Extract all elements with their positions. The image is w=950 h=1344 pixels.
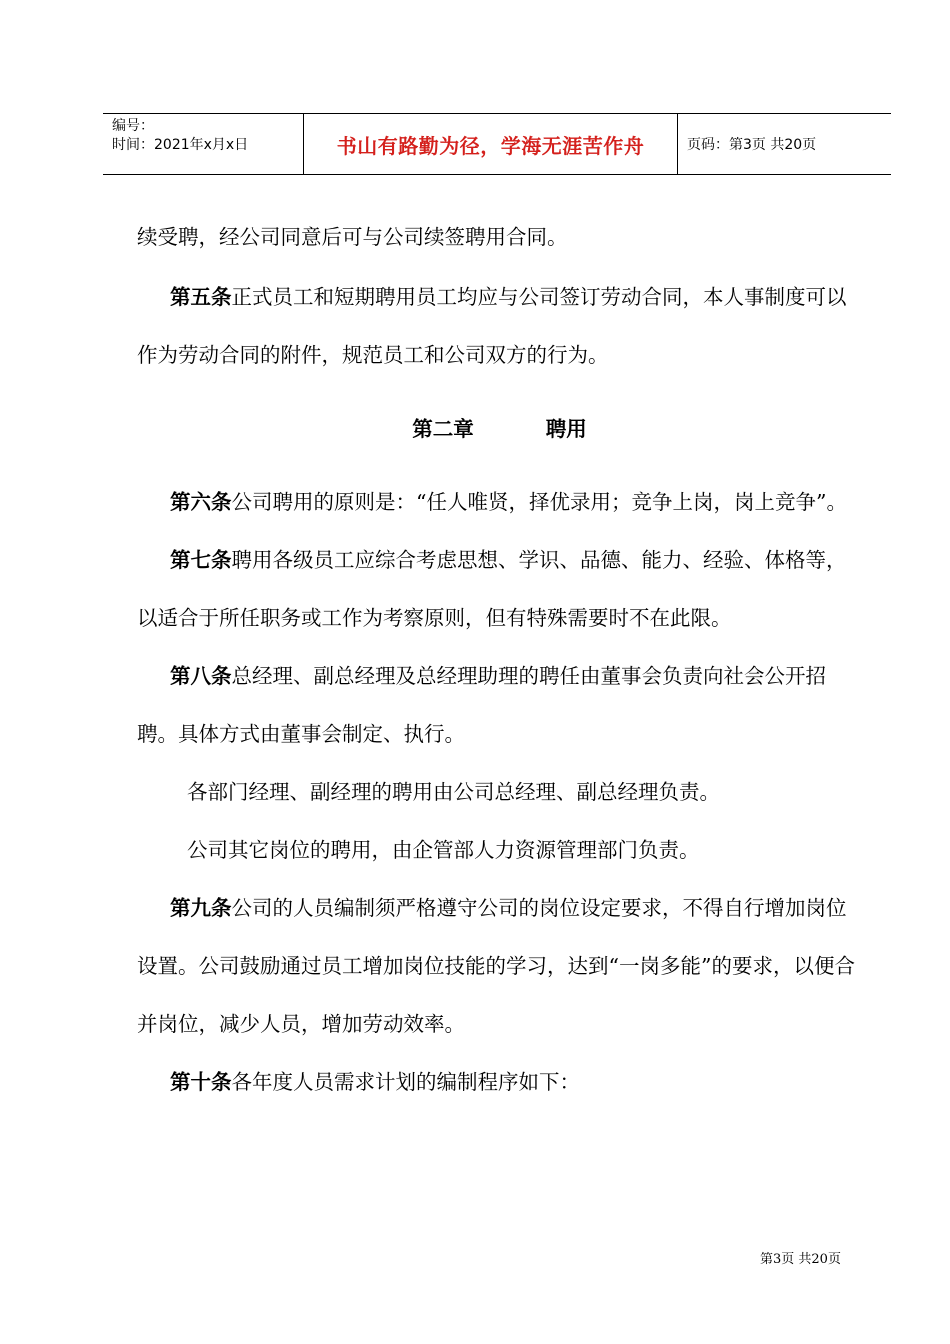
- header-meta: [103, 114, 304, 174]
- article-number: 第八条: [170, 664, 232, 688]
- paragraph-other-positions: 公司其它岗位的聘用，由企管部人力资源管理部门负责。: [187, 838, 700, 862]
- article-text: 正式员工和短期聘用员工均应与公司签订劳动合同，本人事制度可以作为劳动合同的附件，规范员工和公司双方的行为。: [137, 285, 847, 367]
- article-8: [137, 647, 862, 763]
- chapter-title: 聘用: [545, 417, 587, 441]
- document-header: [103, 113, 891, 175]
- article-10: [137, 1053, 862, 1111]
- article-text: 公司的人员编制须严格遵守公司的岗位设定要求，不得自行增加岗位设置。公司鼓励通过员工增加岗位技能的学习，达到“一岗多能”的要求，以便合并岗位，减少人员，增加劳动效率。: [137, 896, 855, 1036]
- article-6: [137, 473, 862, 531]
- article-text: 聘用各级员工应综合考虑思想、学识、品德、能力、经验、体格等，以适合于所任职务或工作为考察原则，但有特殊需要时不在此限。: [137, 548, 847, 630]
- paragraph-continuation: 续受聘，经公司同意后可与公司续签聘用合同。: [137, 225, 568, 249]
- article-number: 第十条: [170, 1070, 232, 1094]
- article-text: 公司聘用的原则是：“任人唯贤，择优录用；竞争上岗，岗上竞争”。: [231, 490, 847, 514]
- article-text: 总经理、副总经理及总经理助理的聘任由董事会负责向社会公开招聘。具体方式由董事会制定、执行。: [137, 664, 826, 746]
- article-text: 各年度人员需求计划的编制程序如下：: [231, 1070, 580, 1094]
- article-5: [137, 268, 862, 384]
- number-label: 编号：: [112, 118, 154, 134]
- article-9: [137, 879, 862, 1053]
- article-number: 第六条: [170, 490, 232, 514]
- paragraph-dept-managers: 各部门经理、副经理的聘用由公司总经理、副总经理负责。: [187, 780, 720, 804]
- header-page-number: 页码：第3页 共20页: [687, 137, 817, 153]
- article-7: [137, 531, 862, 647]
- time-label: 时间：2021年x月x日: [112, 137, 249, 153]
- page-footer: 第3页 共20页: [760, 1252, 841, 1267]
- header-motto: 书山有路勤为径，学海无涯苦作舟: [304, 114, 678, 174]
- document-body: [137, 208, 862, 1111]
- chapter-number: 第二章: [412, 417, 474, 441]
- article-number: 第五条: [170, 285, 232, 309]
- chapter-heading: [137, 400, 862, 458]
- article-number: 第九条: [170, 896, 232, 920]
- article-number: 第七条: [170, 548, 232, 572]
